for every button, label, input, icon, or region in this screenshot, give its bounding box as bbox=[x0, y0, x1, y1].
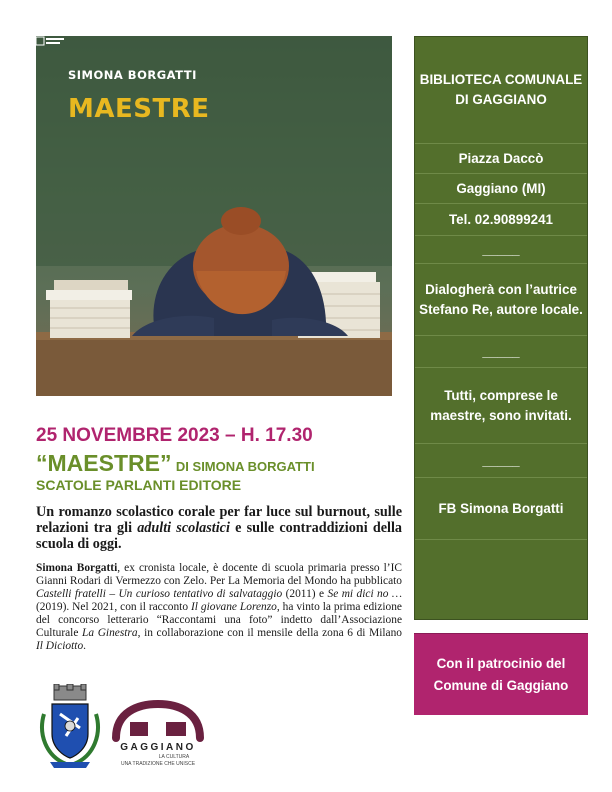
bio-text-2: (2011) e bbox=[282, 588, 328, 600]
library-name: BIBLIOTECA COMUNALE DI GAGGIANO bbox=[419, 72, 583, 107]
library-address: Piazza Daccò bbox=[415, 143, 587, 173]
event-date-time: 25 NOVEMBRE 2023 – H. 17.30 bbox=[36, 425, 313, 446]
event-publisher: SCATOLE PARLANTI EDITORE bbox=[36, 477, 242, 493]
event-title-quoted: “MAESTRE” bbox=[36, 450, 172, 476]
bio-text-4: , ha vinto la prima edizione del concorso letterario “Raccontami una foto” indetto dall’Associazione Culturale bbox=[36, 601, 402, 639]
bio-text-3: (2019). Nel 2021, con il racconto bbox=[36, 601, 191, 613]
library-city: Gaggiano (MI) bbox=[415, 173, 587, 203]
event-by-author: DI SIMONA BORGATTI bbox=[175, 459, 315, 474]
bio-magazine: Il Diciotto bbox=[36, 640, 84, 652]
bio-text-6: . bbox=[83, 640, 86, 652]
patronage-line-1: Con il patrocinio del bbox=[436, 655, 566, 671]
bio-association: La Ginestra bbox=[82, 627, 138, 639]
municipal-culture-logo bbox=[108, 700, 208, 772]
logo-tagline-1: LA CULTURA bbox=[158, 754, 190, 760]
bio-story: Il giovane Lorenzo bbox=[191, 601, 277, 613]
invitation-note: Tutti, comprese le maestre, sono invitati. bbox=[415, 367, 587, 443]
logo-tagline-2: UNA TRADIZIONE CHE UNISCE bbox=[120, 761, 196, 767]
book-cover bbox=[36, 36, 392, 396]
patronage-box bbox=[414, 633, 588, 715]
empty-row bbox=[415, 539, 587, 621]
divider-3: _____ bbox=[415, 443, 587, 477]
lead-text-2: e sulle contraddizioni della scuola di oggi. bbox=[36, 520, 402, 552]
library-info-box bbox=[414, 36, 588, 620]
author-bio bbox=[36, 562, 402, 653]
patronage-line-2: Comune di Gaggiano bbox=[433, 677, 569, 693]
bio-name: Simona Borgatti bbox=[36, 562, 118, 574]
lead-paragraph bbox=[36, 504, 402, 552]
event-title bbox=[36, 450, 315, 477]
divider-2: _____ bbox=[415, 335, 587, 367]
bio-text-5: , in collaborazione con il mensile della zona 6 di Milano bbox=[137, 627, 402, 639]
library-phone: Tel. 02.90899241 bbox=[415, 203, 587, 235]
logo-name: GAGGIANO bbox=[120, 742, 196, 753]
publisher-logo-icon bbox=[36, 36, 64, 48]
coat-of-arms-icon bbox=[36, 684, 104, 770]
cover-author: SIMONA BORGATTI bbox=[68, 68, 197, 82]
lead-emphasis: adulti scolastici bbox=[137, 520, 230, 536]
bio-text-1: , ex cronista locale, è docente di scuola primaria presso l’IC Gianni Rodari di Vermezzo con Zelo. Per La Memoria del Mondo ha pubblicato bbox=[36, 562, 402, 587]
cover-title: MAESTRE bbox=[68, 94, 210, 124]
divider-1: _____ bbox=[415, 235, 587, 263]
lead-text-1: Un romanzo scolastico corale per far luce sul burnout, sulle relazioni tra gli bbox=[36, 504, 402, 536]
dialogue-note: Dialogherà con l’autrice Stefano Re, autore locale. bbox=[415, 263, 587, 335]
cover-illustration bbox=[36, 36, 392, 396]
bio-book-1: Castelli fratelli – Un curioso tentativo di salvataggio bbox=[36, 588, 283, 600]
facebook-note: FB Simona Borgatti bbox=[415, 477, 587, 539]
bio-book-2: Se mi dici no … bbox=[327, 588, 403, 600]
